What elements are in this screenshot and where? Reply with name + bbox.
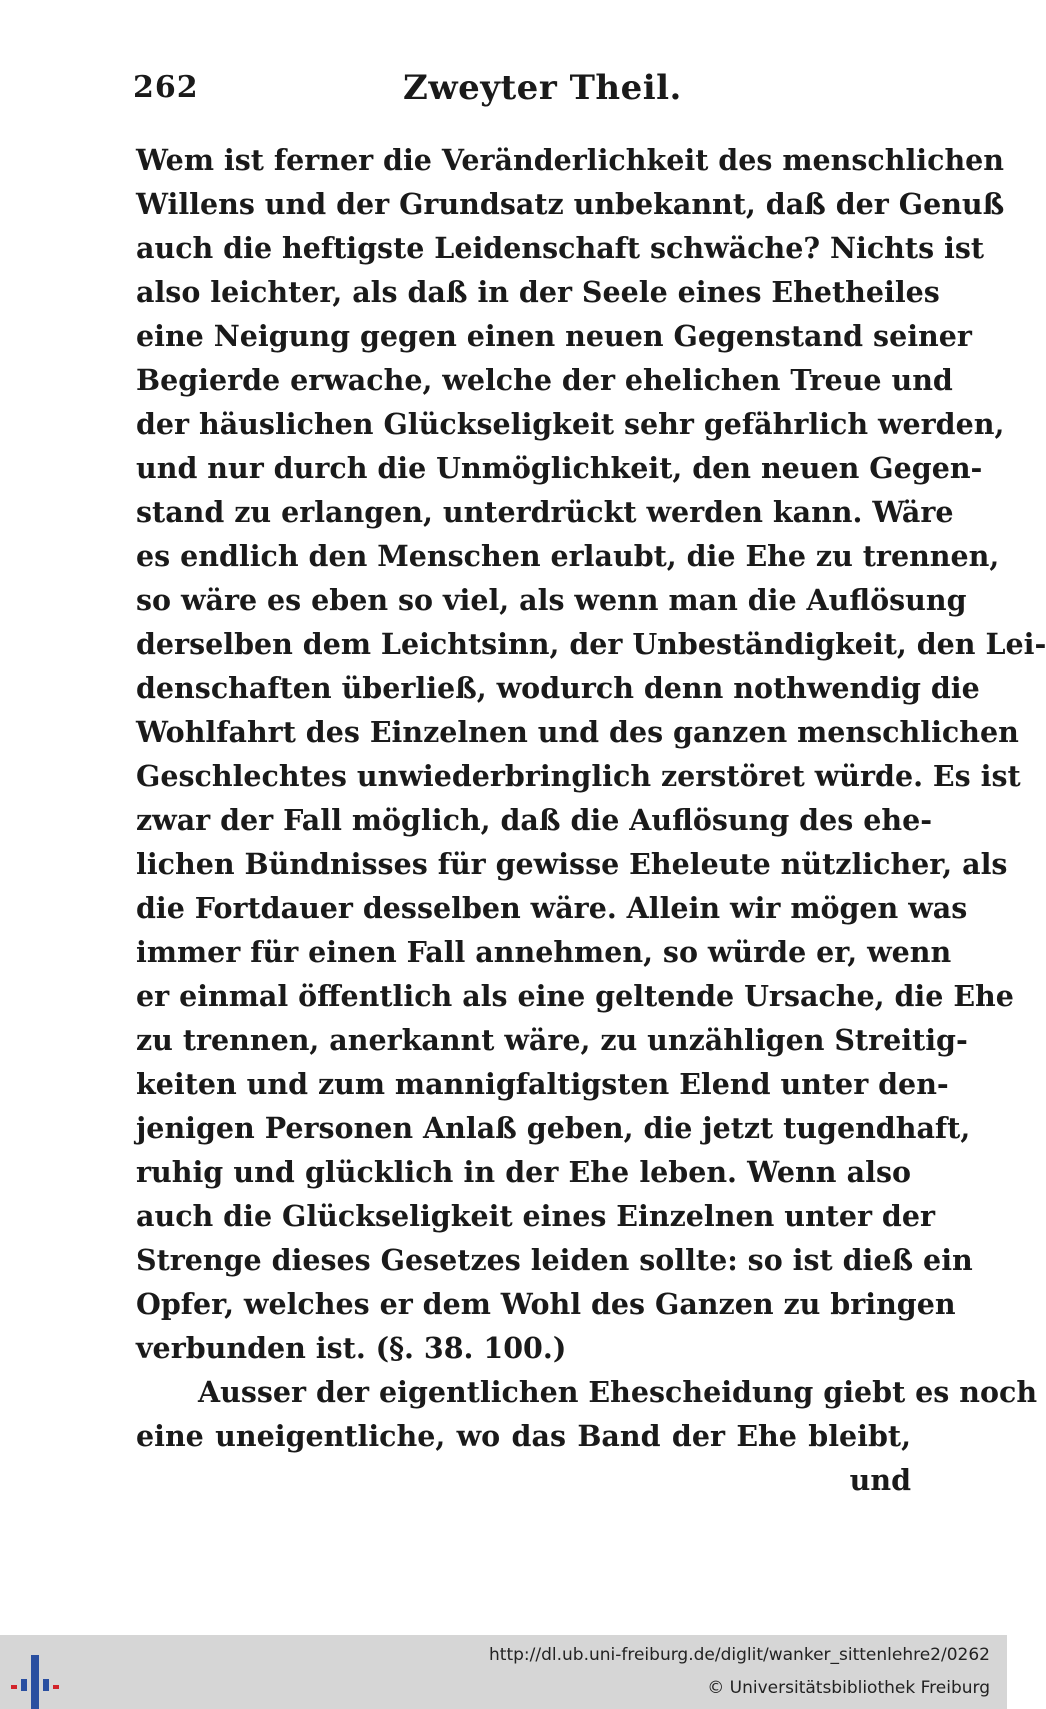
footer-url[interactable]: http://dl.ub.uni-freiburg.de/diglit/wanker_sittenlehre2/0262 xyxy=(489,1645,990,1665)
text-line: immer für einen Fall annehmen, so würde er, wenn xyxy=(136,935,952,969)
text-line: es endlich den Menschen erlaubt, die Ehe zu trennen, xyxy=(136,539,1000,573)
footer-band xyxy=(0,1635,1007,1709)
text-line: so wäre es eben so viel, als wenn man die Auflösung xyxy=(136,583,967,617)
text-line: keiten und zum mannigfaltigsten Elend unter den- xyxy=(136,1067,949,1101)
text-line: stand zu erlangen, unterdrückt werden kann. Wäre xyxy=(136,495,954,529)
text-line: Begierde erwache, welche der ehelichen Treue und xyxy=(136,363,953,397)
footer-copyright: © Universitätsbibliothek Freiburg xyxy=(707,1678,990,1698)
ub-freiburg-logo-icon xyxy=(6,1653,62,1709)
text-line: der häuslichen Glückseligkeit sehr gefährlich werden, xyxy=(136,407,1005,441)
text-line: eine Neigung gegen einen neuen Gegenstand seiner xyxy=(136,319,972,353)
catchword: und xyxy=(849,1463,911,1497)
text-line: also leichter, als daß in der Seele eines Ehetheiles xyxy=(136,275,940,309)
text-line: ruhig und glücklich in der Ehe leben. Wenn also xyxy=(136,1155,911,1189)
page-header xyxy=(133,62,910,112)
text-line: derselben dem Leichtsinn, der Unbeständigkeit, den Lei- xyxy=(136,627,1046,661)
text-line: lichen Bündnisses für gewisse Eheleute nützlicher, als xyxy=(136,847,1008,881)
text-line: Willens und der Grundsatz unbekannt, daß der Genuß xyxy=(136,187,1005,221)
text-line: Opfer, welches er dem Wohl des Ganzen zu bringen xyxy=(136,1287,956,1321)
text-line: und nur durch die Unmöglichkeit, den neuen Gegen- xyxy=(136,451,983,485)
body-text xyxy=(136,138,1046,1502)
text-line: denschaften überließ, wodurch denn nothwendig die xyxy=(136,671,980,705)
text-line: jenigen Personen Anlaß geben, die jetzt tugendhaft, xyxy=(136,1111,971,1145)
page-number: 262 xyxy=(133,70,199,105)
text-line: zu trennen, anerkannt wäre, zu unzähligen Streitig- xyxy=(136,1023,968,1057)
text-line: er einmal öffentlich als eine geltende Ursache, die Ehe xyxy=(136,979,1014,1013)
running-title: Zweyter Theil. xyxy=(403,68,682,108)
text-line-paragraph-end: verbunden ist. (§. 38. 100.) xyxy=(136,1331,567,1365)
text-line: eine uneigentliche, wo das Band der Ehe bleibt, xyxy=(136,1419,911,1453)
text-line: zwar der Fall möglich, daß die Auflösung des ehe- xyxy=(136,803,933,837)
text-line: auch die Glückseligkeit eines Einzelnen unter der xyxy=(136,1199,935,1233)
text-line: die Fortdauer desselben wäre. Allein wir mögen was xyxy=(136,891,968,925)
text-line: Wem ist ferner die Veränderlichkeit des menschlichen xyxy=(136,143,1005,177)
text-line: Wohlfahrt des Einzelnen und des ganzen menschlichen xyxy=(136,715,1019,749)
text-line: auch die heftigste Leidenschaft schwäche? Nichts ist xyxy=(136,231,985,265)
text-line-paragraph-start: Ausser der eigentlichen Ehescheidung giebt es noch xyxy=(198,1375,1038,1409)
text-line: Strenge dieses Gesetzes leiden sollte: so ist dieß ein xyxy=(136,1243,973,1277)
text-line: Geschlechtes unwiederbringlich zerstöret würde. Es ist xyxy=(136,759,1021,793)
